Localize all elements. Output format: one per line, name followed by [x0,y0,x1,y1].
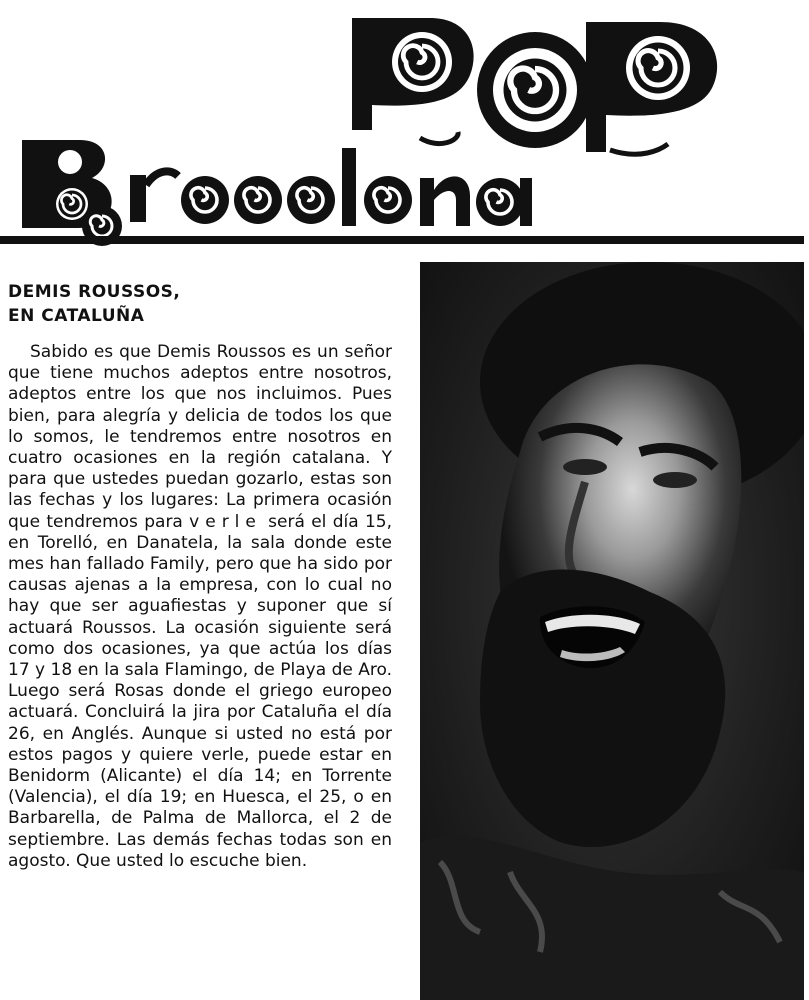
body-text-spaced-word: verle [189,511,262,532]
body-text-part-3: será el día 15, en Torelló, en Danatela, la sala donde este mes han fallado Family, pero que ha sido por causas ajenas a la empresa, con lo cual no hay que ser aguafiestas y suponer que sí actuará Roussos. La ocasión siguiente será como dos ocasiones, ya que actúa los días 17 y 18 en la sala Flamingo, de Playa de Aro. Luego será Rosas donde el griego europeo actuará. Concluirá la jira por Cataluña el día 26, en Anglés. Aunque si usted no está por estos pagos y quiere verle, puede estar en Benidorm (Alicante) el día 14; en Torrente (Valencia), el día 19; en Huesca, el 25, o en Barbarella, de Palma de Mallorca, el 2 de septiembre. Las demás fechas todas son en agosto. Que usted lo escuche bien. [8,511,392,871]
body-text-part-1: Sabido es que Demis Roussos es un señor que tiene muchos adeptos entre nosotros, adeptos entre los que nos incluimos. Pues bien, para alegría y delicia de todos los que lo somos, le tendremos entre nosotros en cuatro ocasiones en la región catalana. Y para que ustedes puedan gozarlo, estas son las fechas y los lugares: La primera ocasión que tendremos para [8,342,392,532]
article-body [8,342,392,872]
masthead-logo [0,0,809,250]
headline-line-1: DEMIS ROUSSOS, [8,282,181,302]
masthead-rule [0,236,804,244]
singer-photo [420,262,804,1000]
article-headline [8,280,408,328]
pop-lettering [352,18,717,154]
barcelona-lettering [22,140,532,246]
headline-line-2: EN CATALUÑA [8,306,145,326]
masthead [0,0,809,250]
singer-photo-image [420,262,804,1000]
